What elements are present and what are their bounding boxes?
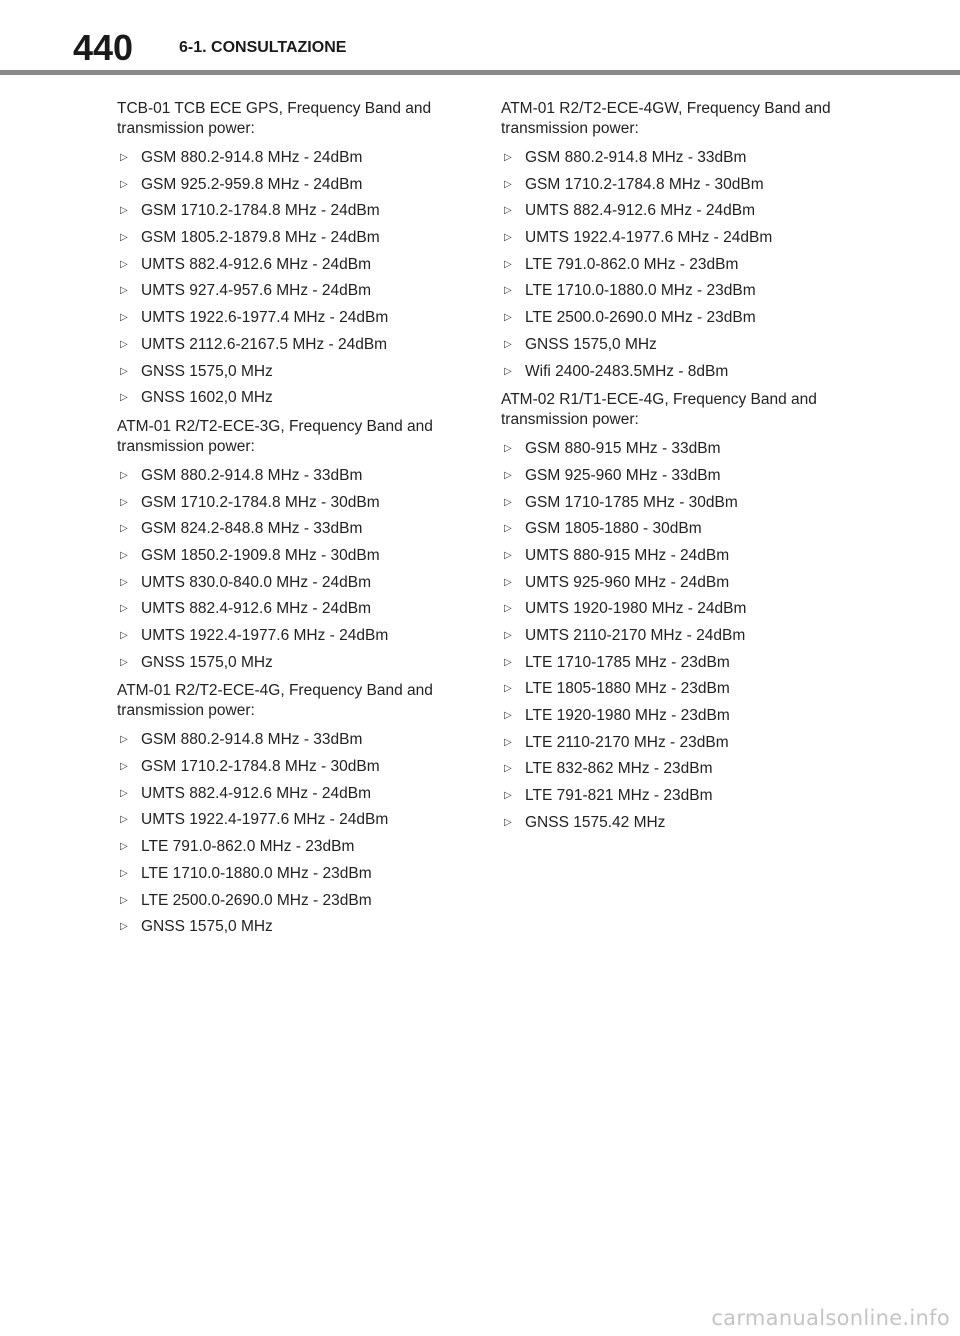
triangle-bullet-icon: ▷ [504,443,512,455]
triangle-bullet-icon: ▷ [504,603,512,615]
list-item [117,278,477,305]
list-item [117,172,477,199]
triangle-bullet-icon: ▷ [504,178,512,190]
triangle-bullet-icon: ▷ [120,232,128,244]
list-item-text: GSM 1710.2-1784.8 MHz - 30dBm [141,758,380,776]
list-item-text: GNSS 1575.42 MHz [525,813,666,831]
triangle-bullet-icon: ▷ [504,232,512,244]
triangle-bullet-icon: ▷ [504,205,512,217]
triangle-bullet-icon: ▷ [120,841,128,853]
list-item-text: UMTS 1922.6-1977.4 MHz - 24dBm [141,309,389,327]
triangle-bullet-icon: ▷ [504,338,512,350]
list-item-text: GSM 880.2-914.8 MHz - 33dBm [141,731,363,749]
triangle-bullet-icon: ▷ [120,630,128,641]
triangle-bullet-icon: ▷ [120,523,128,535]
list-item [501,332,861,359]
list-item-text: GSM 1850.2-1909.8 MHz - 30dBm [141,546,380,564]
list-item-text: GSM 880.2-914.8 MHz - 24dBm [141,149,363,166]
page-number: 440 [73,27,134,68]
list-item-text: GSM 880.2-914.8 MHz - 33dBm [525,149,747,166]
right-column [501,99,861,842]
triangle-bullet-icon: ▷ [504,576,512,588]
list-item [117,145,477,172]
list-item [501,436,861,463]
list-item [501,305,861,332]
spec-list [117,463,477,677]
triangle-bullet-icon: ▷ [120,469,128,481]
list-item [501,676,861,703]
list-item-text: UMTS 2112.6-2167.5 MHz - 24dBm [141,335,388,353]
list-item [501,703,861,730]
list-item [117,385,477,412]
list-item-text: GNSS 1575,0 MHz [141,653,273,671]
list-item [117,332,477,359]
spec-block-title: ATM-01 R2/T2-ECE-3G, Frequency Band and transmission power: [117,417,433,455]
list-item [501,252,861,279]
list-item [117,463,477,490]
triangle-bullet-icon: ▷ [120,761,128,773]
header-divider [0,70,960,75]
list-item [501,172,861,199]
list-item [501,783,861,810]
triangle-bullet-icon: ▷ [120,867,128,879]
triangle-bullet-icon: ▷ [504,736,512,748]
triangle-bullet-icon: ▷ [504,656,512,668]
list-item-text: GSM 1805.2-1879.8 MHz - 24dBm [141,229,380,247]
list-item [501,596,861,623]
triangle-bullet-icon: ▷ [504,763,512,775]
triangle-bullet-icon: ▷ [120,921,128,933]
triangle-bullet-icon: ▷ [120,603,128,615]
list-item [501,650,861,677]
triangle-bullet-icon: ▷ [120,312,128,324]
list-item-text: GSM 1710.2-1784.8 MHz - 30dBm [141,493,380,511]
triangle-bullet-icon: ▷ [504,365,512,377]
spec-list [501,436,861,836]
spec-block-title: ATM-01 R2/T2-ECE-4G, Frequency Band and transmission power: [117,682,433,720]
list-item-text: LTE 832-862 MHz - 23dBm [525,760,713,778]
triangle-bullet-icon: ▷ [120,656,128,668]
list-item [501,623,861,650]
list-item-text: LTE 791.0-862.0 MHz - 23dBm [141,838,355,856]
spec-list [117,145,477,412]
list-item [117,754,477,781]
list-item [117,834,477,861]
list-item-text: UMTS 882.4-912.6 MHz - 24dBm [141,600,372,618]
section-title: 6-1. CONSULTAZIONE [179,39,347,56]
list-item-text: GSM 1805-1880 - 30dBm [525,520,702,538]
list-item [117,914,477,941]
left-column [117,99,477,946]
list-item-text: UMTS 882.4-912.6 MHz - 24dBm [141,255,372,273]
list-item [117,807,477,834]
list-item-text: GSM 824.2-848.8 MHz - 33dBm [141,520,363,538]
triangle-bullet-icon: ▷ [504,285,512,297]
list-item-text: UMTS 1922.4-1977.6 MHz - 24dBm [141,627,389,644]
list-item [501,730,861,757]
triangle-bullet-icon: ▷ [504,790,512,802]
triangle-bullet-icon: ▷ [504,683,512,695]
spec-block [117,417,477,677]
spec-block [117,681,477,941]
list-item [501,756,861,783]
list-item-text: LTE 1805-1880 MHz - 23dBm [525,680,730,698]
list-item [117,359,477,386]
list-item [117,861,477,888]
list-item [117,543,477,570]
list-item [117,305,477,332]
triangle-bullet-icon: ▷ [120,392,128,404]
triangle-bullet-icon: ▷ [120,258,128,270]
triangle-bullet-icon: ▷ [120,734,128,746]
list-item [117,727,477,754]
list-item [117,888,477,915]
list-item [501,463,861,490]
triangle-bullet-icon: ▷ [120,576,128,588]
list-item-text: GSM 1710.2-1784.8 MHz - 30dBm [525,175,764,193]
list-item-text: GSM 925.2-959.8 MHz - 24dBm [141,175,363,193]
spec-block [501,390,861,836]
list-item-text: GNSS 1575,0 MHz [525,335,657,353]
triangle-bullet-icon: ▷ [504,549,512,561]
list-item [501,570,861,597]
list-item [501,145,861,172]
list-item [501,225,861,252]
list-item-text: UMTS 1922.4-1977.6 MHz - 24dBm [525,229,773,247]
triangle-bullet-icon: ▷ [120,285,128,297]
spec-block [501,99,861,385]
list-item [501,810,861,837]
triangle-bullet-icon: ▷ [504,630,512,641]
list-item-text: GSM 1710.2-1784.8 MHz - 24dBm [141,202,380,220]
spec-block-title: ATM-02 R1/T1-ECE-4G, Frequency Band and transmission power: [501,391,817,429]
list-item-text: UMTS 880-915 MHz - 24dBm [525,546,730,564]
list-item-text: LTE 791-821 MHz - 23dBm [525,787,713,805]
list-item-text: LTE 1710.0-1880.0 MHz - 23dBm [525,282,756,300]
list-item-text: LTE 2500.0-2690.0 MHz - 23dBm [141,891,372,909]
triangle-bullet-icon: ▷ [504,816,512,828]
triangle-bullet-icon: ▷ [120,549,128,561]
list-item-text: UMTS 927.4-957.6 MHz - 24dBm [141,282,372,300]
list-item [501,490,861,517]
triangle-bullet-icon: ▷ [504,523,512,535]
list-item-text: LTE 2110-2170 MHz - 23dBm [525,733,729,751]
list-item [117,252,477,279]
triangle-bullet-icon: ▷ [504,312,512,324]
spec-block [117,99,477,412]
list-item-text: UMTS 2110-2170 MHz - 24dBm [525,627,746,644]
list-item-text: LTE 2500.0-2690.0 MHz - 23dBm [525,309,756,327]
spec-block-title: ATM-01 R2/T2-ECE-4GW, Frequency Band and transmission power: [501,100,831,137]
triangle-bullet-icon: ▷ [120,152,128,163]
list-item-text: GSM 925-960 MHz - 33dBm [525,466,721,484]
list-item [501,359,861,386]
list-item [117,650,477,677]
spec-list [501,145,861,385]
list-item-text: UMTS 882.4-912.6 MHz - 24dBm [141,784,372,802]
list-item [117,596,477,623]
triangle-bullet-icon: ▷ [120,365,128,377]
list-item [501,278,861,305]
watermark: carmanualsonline.info [711,1306,950,1330]
list-item [117,490,477,517]
list-item-text: UMTS 1922.4-1977.6 MHz - 24dBm [141,811,389,829]
list-item-text: LTE 1710.0-1880.0 MHz - 23dBm [141,864,372,882]
list-item-text: UMTS 882.4-912.6 MHz - 24dBm [525,202,756,220]
triangle-bullet-icon: ▷ [120,496,128,508]
spec-block-title: TCB-01 TCB ECE GPS, Frequency Band and transmission power: [117,100,432,137]
list-item [117,570,477,597]
triangle-bullet-icon: ▷ [120,894,128,906]
list-item-text: GNSS 1575,0 MHz [141,918,273,936]
list-item [117,781,477,808]
triangle-bullet-icon: ▷ [504,469,512,481]
list-item-text: GNSS 1602,0 MHz [141,389,273,407]
list-item-text: LTE 1710-1785 MHz - 23dBm [525,653,730,671]
triangle-bullet-icon: ▷ [504,710,512,722]
list-item-text: GSM 880.2-914.8 MHz - 33dBm [141,466,363,484]
list-item-text: LTE 791.0-862.0 MHz - 23dBm [525,255,739,273]
list-item-text: GSM 880-915 MHz - 33dBm [525,440,721,458]
page-header [0,0,960,76]
triangle-bullet-icon: ▷ [120,814,128,826]
list-item [117,623,477,650]
list-item-text: UMTS 925-960 MHz - 24dBm [525,573,730,591]
triangle-bullet-icon: ▷ [504,258,512,270]
triangle-bullet-icon: ▷ [504,496,512,508]
list-item-text: LTE 1920-1980 MHz - 23dBm [525,707,730,725]
list-item-text: UMTS 1920-1980 MHz - 24dBm [525,600,747,618]
list-item-text: GSM 1710-1785 MHz - 30dBm [525,493,738,511]
list-item-text: GNSS 1575,0 MHz [141,362,273,380]
triangle-bullet-icon: ▷ [120,205,128,217]
triangle-bullet-icon: ▷ [120,787,128,799]
list-item [501,543,861,570]
list-item-text: Wifi 2400-2483.5MHz - 8dBm [525,362,729,380]
spec-list [117,727,477,941]
triangle-bullet-icon: ▷ [120,178,128,190]
list-item [501,516,861,543]
triangle-bullet-icon: ▷ [504,152,512,163]
list-item [117,198,477,225]
triangle-bullet-icon: ▷ [120,338,128,350]
list-item [501,198,861,225]
list-item [117,225,477,252]
list-item-text: UMTS 830.0-840.0 MHz - 24dBm [141,573,372,591]
list-item [117,516,477,543]
